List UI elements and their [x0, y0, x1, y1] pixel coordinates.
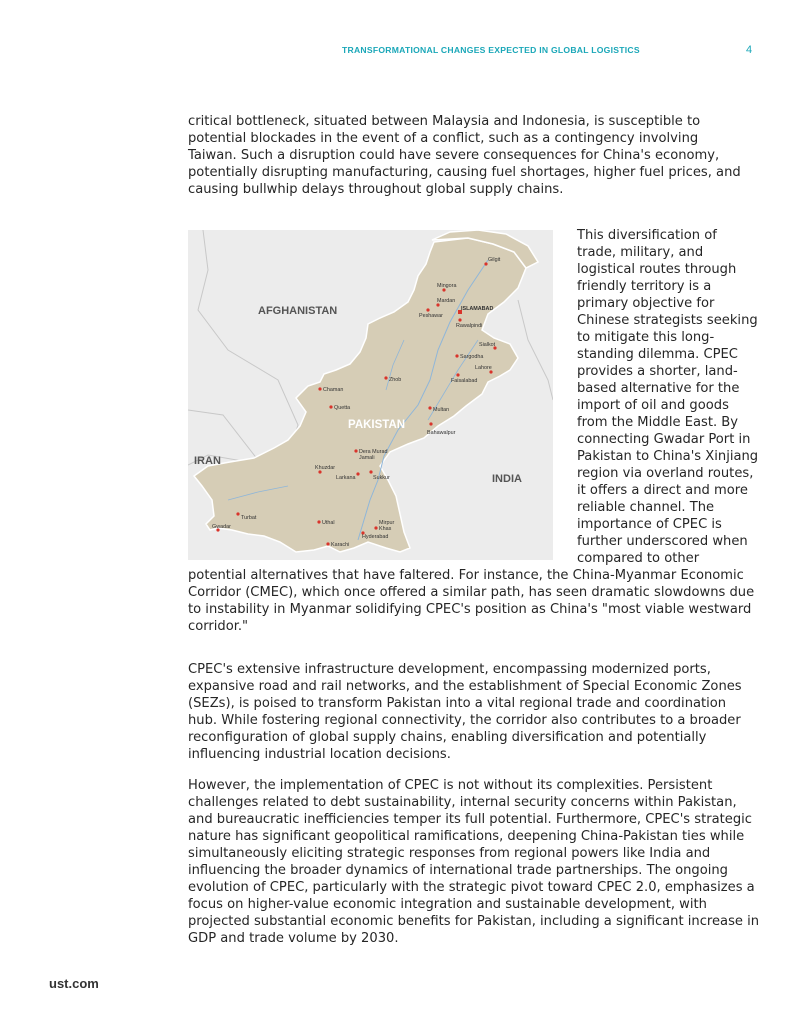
city-label: Sargodha: [460, 354, 484, 360]
page-number: 4: [746, 44, 753, 56]
city-marker: [317, 520, 320, 523]
city-marker: [426, 308, 429, 311]
city-sargodha: [455, 354, 483, 360]
city-label: ISLAMABAD: [461, 306, 494, 312]
label-iran: IRAN: [194, 455, 221, 467]
city-label: Faisalabad: [451, 378, 478, 384]
city-marker: [384, 376, 387, 379]
map-text-block: [188, 227, 760, 635]
city-label: Jamali: [359, 455, 375, 461]
city-marker: [318, 387, 321, 390]
city-label: Mardan: [437, 298, 456, 304]
city-label: Sialkot: [479, 342, 496, 348]
city-marker: [369, 470, 372, 473]
pakistan-map: [188, 230, 553, 560]
challenges-paragraph: However, the implementation of CPEC is not without its complexities. Persistent challenges related to debt sustainability, internal security concerns within Pakistan, and bureaucratic inefficiencies temper its full potential. Furthermore, CPEC's strategic nature has significant geopolitical ramifications, deepening China-Pakistan ties while simultaneously eliciting strategic responses from regional powers like India and influencing the broader dynamics of international trade partnerships. The ongoing evolution of CPEC, particularly with the strategic pivot toward CPEC 2.0, emphasizes a focus on higher-value economic integration and sustainable development, with projected substantial economic benefits for Pakistan, including a significant increase in GDP and trade volume by 2030.: [188, 778, 760, 946]
intro-paragraph: critical bottleneck, situated between Malaysia and Indonesia, is susceptible to potential blockades in the event of a conflict, such as a contingency involving Taiwan. Such a disruption could have severe consequences for China's economy, potentially disrupting manufacturing, causing fuel shortages, higher fuel prices, and causing bullwhip delays throughout global supply chains.: [188, 114, 741, 197]
city-marker: [455, 354, 458, 357]
city-label: Lahore: [475, 365, 492, 371]
city-label: Turbat: [241, 515, 257, 521]
city-marker: [236, 512, 239, 515]
city-label: Zhob: [389, 377, 402, 383]
city-marker: [356, 472, 359, 475]
pakistan-map-svg: [188, 230, 553, 560]
city-label: Chaman: [323, 387, 344, 393]
city-label: Sukkur: [373, 475, 390, 481]
city-label: Gilgit: [488, 257, 501, 263]
city-label: Larkana: [336, 475, 356, 481]
city-label: Khuzdar: [315, 465, 336, 471]
city-label: Bahawalpur: [427, 430, 456, 436]
city-marker: [429, 422, 432, 425]
city-label: Khas: [379, 526, 392, 532]
city-marker: [329, 405, 332, 408]
label-india: INDIA: [492, 473, 522, 485]
city-label: Dera Murad: [359, 449, 388, 455]
cpec-paragraph: This diversification of trade, military, and logistical routes through friendly territory is a primary objective for Chinese strategists seeking to mitigate this long-standing dilemma. CPEC provides a shorter, land-based alternative for the import of oil and goods from the Middle East. By connecting Gwadar Port in Pakistan to China's Xinjiang region via overland routes, it offers a direct and more reliable channel. The importance of CPEC is further underscored when compared to other potential alternatives that have faltered. For instance, the China-Myanmar Economic Corridor (CMEC), which once offered a similar path, has seen dramatic slowdowns due to instability in Myanmar solidifying CPEC's position as China's "most viable westward corridor.": [188, 228, 759, 634]
infrastructure-paragraph: CPEC's extensive infrastructure development, encompassing modernized ports, expansive road and rail networks, and the establishment of Special Economic Zones (SEZs), is poised to transform Pakistan into a vital regional trade and coordination hub. While fostering regional connectivity, the corridor also contributes to a broader reconfiguration of global supply chains, enabling diversification and potentially influencing industrial location decisions.: [188, 662, 742, 762]
city-marker: [354, 449, 357, 452]
city-marker: [456, 373, 459, 376]
city-label: Mingora: [437, 283, 457, 289]
city-label: Hyderabad: [362, 534, 389, 540]
city-label: Multan: [433, 407, 450, 413]
footer-brand: ust.com: [49, 976, 99, 991]
city-label: Quetta: [334, 405, 351, 411]
city-label: Gwadar: [212, 524, 231, 530]
city-chaman: [318, 387, 343, 393]
city-label: Karachi: [331, 542, 350, 548]
city-label: Rawalpindi: [456, 323, 483, 329]
city-marker: [458, 318, 461, 321]
city-label: Uthal: [322, 520, 335, 526]
city-label: Peshawar: [419, 313, 443, 319]
city-marker: [428, 406, 431, 409]
city-marker: [326, 542, 329, 545]
city-label: Mirpur: [379, 520, 395, 526]
running-header-title: TRANSFORMATIONAL CHANGES EXPECTED IN GLOBAL LOGISTICS: [342, 45, 640, 55]
label-pakistan: PAKISTAN: [348, 419, 406, 431]
label-afghanistan: AFGHANISTAN: [258, 305, 338, 317]
city-marker: [374, 526, 377, 529]
